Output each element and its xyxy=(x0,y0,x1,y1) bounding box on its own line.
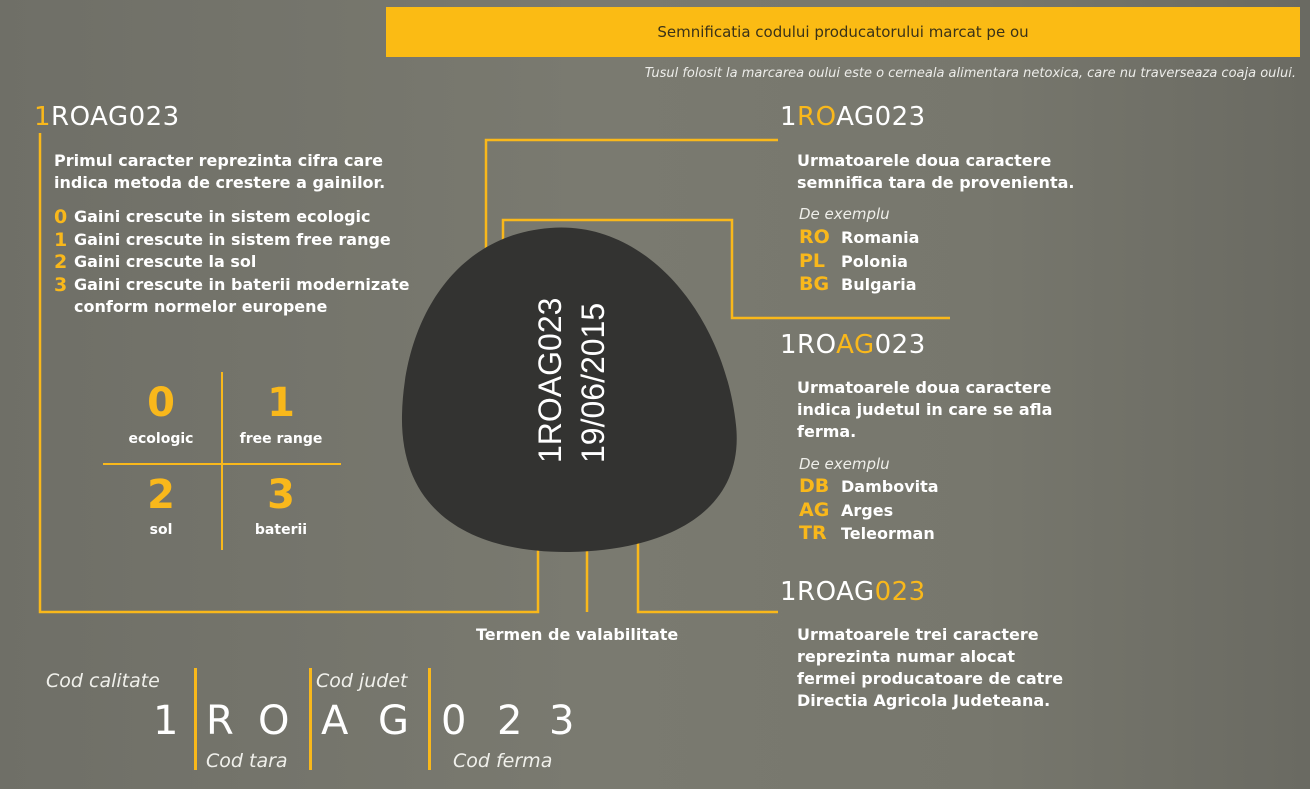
list-item: BG Bulgaria xyxy=(799,273,917,295)
county-code-title: 1ROAG023 xyxy=(780,330,926,360)
grid-label-3: baterii xyxy=(254,522,308,538)
quality-desc-line1: Primul caracter reprezinta cifra care xyxy=(54,151,383,170)
county-description: Urmatoarele doua caractere indica judetul in care se afla ferma. xyxy=(797,378,1053,441)
label-cod-calitate: Cod calitate xyxy=(46,670,160,692)
list-item: 2 Gaini crescute la sol xyxy=(54,251,257,273)
list-item: PL Polonia xyxy=(799,249,908,272)
label-cod-ferma: Cod ferma xyxy=(453,750,553,772)
big-char-g: G xyxy=(378,698,409,744)
grid-num-1: 1 xyxy=(267,380,295,426)
country-code-title: 1ROAG023 xyxy=(780,102,926,132)
list-item: 3 Gaini crescute in baterii modernizate xyxy=(54,273,410,296)
divider-2 xyxy=(309,668,312,770)
header-subtitle: Tusul folosit la marcarea oului este o cerneala alimentara netoxica, care nu traverseaza coaja oului. xyxy=(644,66,1296,81)
country-example-label: De exemplu xyxy=(799,205,890,223)
big-char-3: 3 xyxy=(549,698,575,744)
grid-label-1: free range xyxy=(239,431,323,447)
grid-label-2: sol xyxy=(149,522,173,538)
egg-date: 19/06/2015 xyxy=(575,302,611,463)
grid-num-0: 0 xyxy=(147,380,175,426)
methods-list xyxy=(54,206,410,319)
list-item-continued: conform normelor europene xyxy=(74,297,328,316)
big-char-a: A xyxy=(321,698,349,744)
farm-code-title: 1ROAG023 xyxy=(780,577,926,607)
grid-num-3: 3 xyxy=(267,472,295,518)
list-item: AG Arges xyxy=(799,498,894,521)
country-description: Urmatoarele doua caractere semnifica tara de provenienta. xyxy=(797,151,1075,192)
divider-3 xyxy=(428,668,431,770)
county-examples xyxy=(799,475,939,546)
code-highlight: 1 xyxy=(34,102,52,132)
quality-code-title xyxy=(34,102,180,132)
big-char-0: 0 xyxy=(441,698,467,744)
label-cod-judet: Cod judet xyxy=(316,670,408,692)
quality-description xyxy=(54,150,385,194)
list-item: 1 Gaini crescute in sistem free range xyxy=(54,228,391,251)
page-title: Semnificatia codului producatorului marcat pe ou xyxy=(657,23,1029,41)
quality-desc-line2: indica metoda de crestere a gainilor. xyxy=(54,173,386,192)
list-item: TR Teleorman xyxy=(799,522,935,544)
label-cod-tara: Cod tara xyxy=(206,750,288,772)
big-char-o: O xyxy=(258,698,290,744)
list-item: 0 Gaini crescute in sistem ecologic xyxy=(54,206,371,228)
farm-description: Urmatoarele trei caractere reprezinta numar alocat fermei producatoare de catre Directia Agricola Judeteana. xyxy=(797,625,1064,710)
big-char-r: R xyxy=(206,698,234,744)
egg-shape xyxy=(400,225,745,555)
country-examples xyxy=(799,226,919,297)
egg-code: 1ROAG023 xyxy=(532,297,568,463)
county-example-label: De exemplu xyxy=(799,455,890,473)
grid-label-0: ecologic xyxy=(128,431,194,447)
big-char-1: 1 xyxy=(153,698,179,744)
expiry-label: Termen de valabilitate xyxy=(476,625,679,644)
divider-1 xyxy=(194,668,197,770)
big-char-2: 2 xyxy=(497,698,523,744)
list-item: RO Romania xyxy=(799,226,920,248)
code-rest: ROAG023 xyxy=(51,102,180,132)
grid-num-2: 2 xyxy=(147,472,175,518)
list-item: DB Dambovita xyxy=(799,475,939,497)
